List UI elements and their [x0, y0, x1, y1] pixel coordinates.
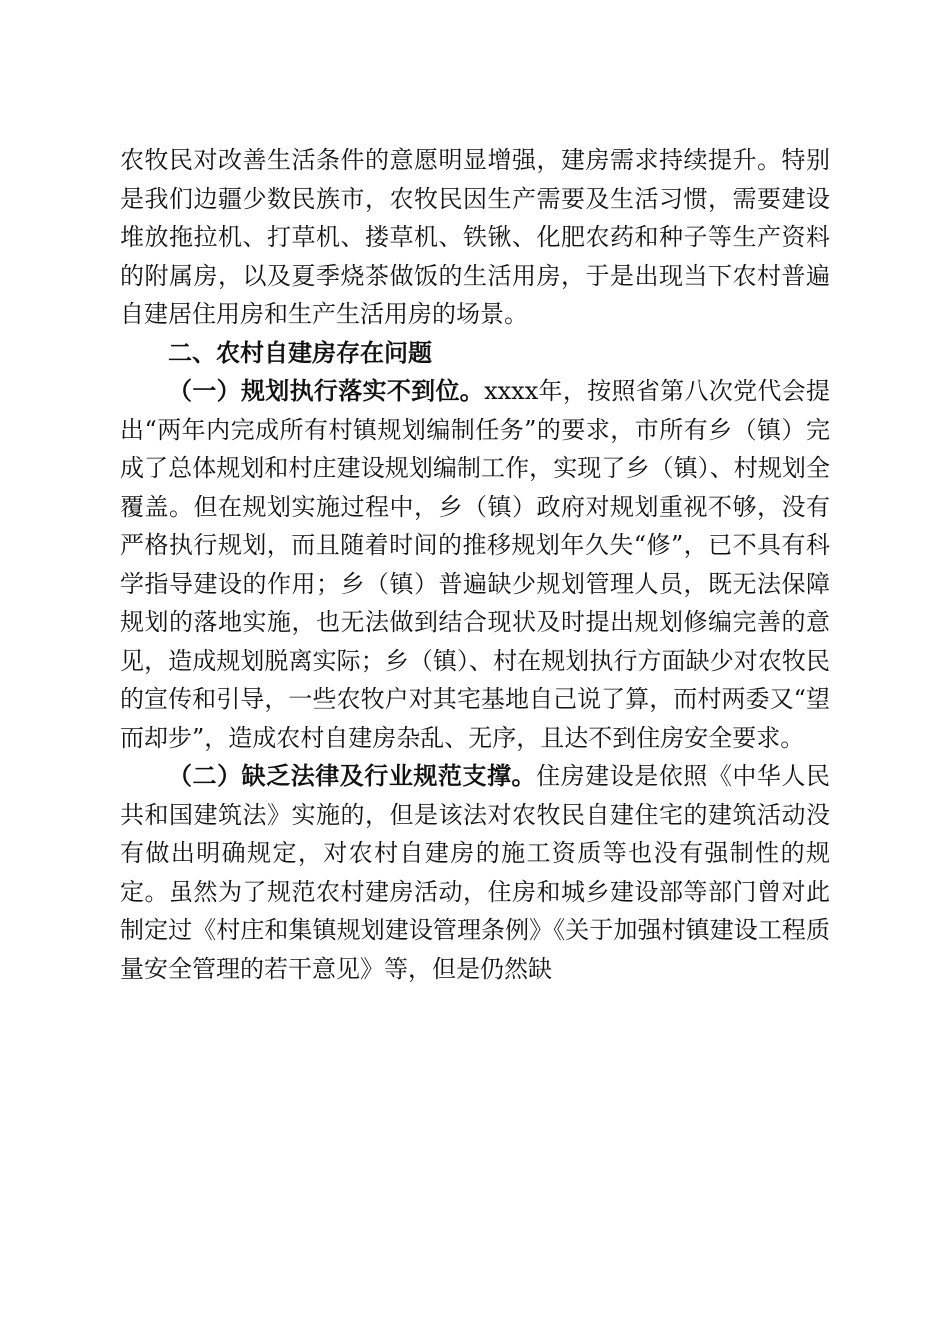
paragraph-continued: 农牧民对改善生活条件的意愿明显增强，建房需求持续提升。特别是我们边疆少数民族市，农牧民因生产需要及生活习惯，需要建设堆放拖拉机、打草机、搂草机、铁锹、化肥农药和种子等生产资料的附属房，以及夏季烧茶做饭的生活用房，于是出现当下农村普遍自建居住用房和生产生活用房的场景。 [120, 146, 830, 328]
paragraph-planning [120, 372, 830, 757]
section-heading-text: 二、农村自建房存在问题 [168, 338, 432, 367]
paragraph-legal [120, 757, 830, 988]
subsection-title-planning: （一）规划执行落实不到位。 [168, 376, 485, 405]
section-heading [120, 334, 830, 373]
document-body [120, 141, 830, 988]
paragraph-legal-body: 住房建设是依照《中华人民共和国建筑法》实施的，但是该法对农牧民自建住宅的建筑活动没有做出明确规定，对农村自建房的施工资质等也没有强制性的规定。虽然为了规范农村建房活动，住房和城乡建设部等部门曾对此制定过《村庄和集镇规划建设管理条例》《关于加强村镇建设工程质量安全管理的若干意见》等，但是仍然缺 [120, 762, 831, 983]
paragraph-planning-body: xxxx年，按照省第八次党代会提出“两年内完成所有村镇规划编制任务”的要求，市所有乡（镇）完成了总体规划和村庄建设规划编制工作，实现了乡（镇）、村规划全覆盖。但在规划实施过程中，乡（镇）政府对规划重视不够，没有严格执行规划，而且随着时间的推移规划年久失“修”，已不具有科学指导建设的作用；乡（镇）普遍缺少规划管理人员，既无法保障规划的落地实施，也无法做到结合现状及时提出规划修编完善的意见，造成规划脱离实际；乡（镇）、村在规划执行方面缺少对农牧民的宣传和引导，一些农牧户对其宅基地自己说了算，而村两委又“望而却步”，造成农村自建房杂乱、无序，且达不到住房安全要求。 [120, 377, 831, 752]
subsection-title-legal: （二）缺乏法律及行业规范支撑。 [168, 761, 537, 790]
